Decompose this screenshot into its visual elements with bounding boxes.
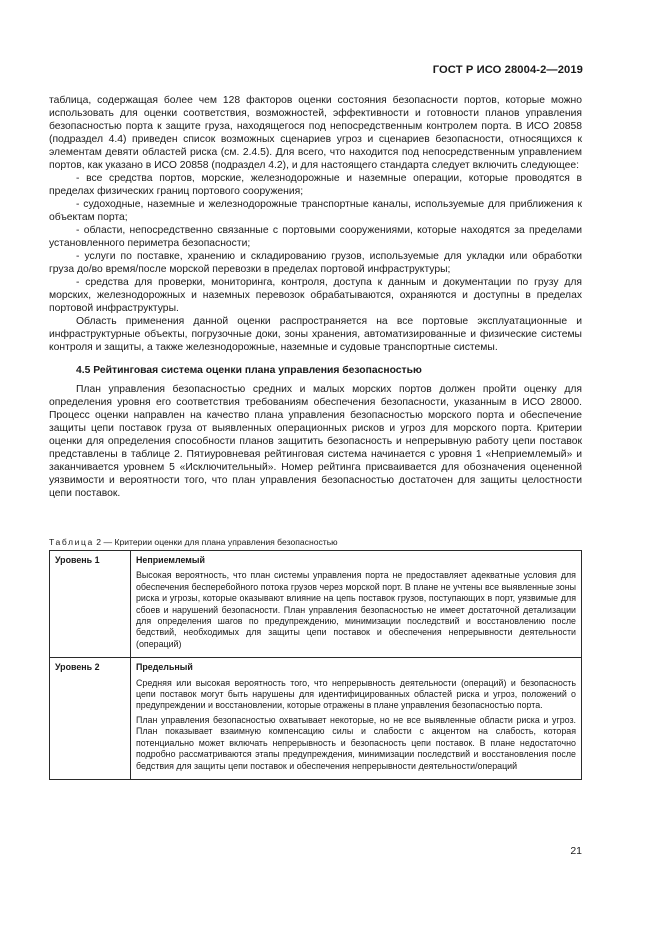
paragraph-3: План управления безопасностью средних и малых морских портов должен пройти оценку для определения уровня его соответствия требованиям обеспечения безопасности, указанным в ИСО 28000. Процесс оценки направлен на качество плана управления безопасностью морского порта и обеспечение защиты цепи поставок груза от выявленных операционных рисков и угроз для морского порта. Критерии оценки для определения способности планов защитить безопасность и непрерывную работу цепи поставок представлены в таблице 2. Пятиуровневая рейтинговая система начинается с уровня 1 «Неприемлемый» и заканчивается уровнем 5 «Исключительный». Номер рейтинга присваивается для обозначения оцененной уязвимости и вероятности того, что план управления безопасностью достаточен для защиты целостности цепи поставок. [49, 384, 582, 499]
table-caption-text: 2 — Критерии оценки для плана управления безопасностью [93, 537, 338, 547]
criteria-text: Средняя или высокая вероятность того, что непрерывность деятельности (операций) и безопасность цепи поставок могут быть нарушены для идентифицированных областей риска и угроз, положений о предупреждении и восстановлении, которые отражены в плане управления безопасностью порта. [136, 677, 576, 711]
level-name: Предельный [136, 662, 193, 673]
criteria-text: Высокая вероятность, что план системы управления порта не предоставляет адекватные условия для обеспечения бесперебойного потока грузов через морской порт. В плане не учтены все выявленные зоны риска и угрозы, которые оказывают влияние на цепь поставок грузов, поступающих в порт, уязвимые для сбоев и нарушений безопасности. План управления безопасностью не имеет достаточной детализации для определения шагов по предупреждению, минимизации последствий и восстановлению после бедствий, необходимых для защиты цепи поставок и обеспечения непрерывности деятельности (операций) [136, 570, 576, 649]
level-name: Неприемлемый [136, 555, 205, 565]
section-title: 4.5 Рейтинговая система оценки плана управления безопасностью [76, 365, 422, 376]
criteria-text: План управления безопасностью охватывает некоторые, но не все выявленные области риска и угроз. План показывает взаимную компенсацию силы и слабости с акцентом на слабость, которая потенциально может включать непрерывность и безопасность цепи поставок. В плане недостаточно подробно рассматриваются этапы предупреждения, минимизации последствий и восстановления после бедствия для защиты цепи поставок и обеспечения непрерывности деятельности/операций [136, 714, 576, 771]
paragraph-2: Область применения данной оценки распространяется на все портовые эксплуатационные и инфраструктурные объекты, погрузочные доки, зоны хранения, автоматизированные и физические системы контроля и защиты, а также железнодорожные, наземные и судовые транспортные системы. [49, 316, 582, 353]
criteria-cell [131, 551, 582, 658]
list-item: - средства для проверки, мониторинга, контроля, доступа к данным и документации по грузу для морских, железнодорожных и наземных перевозок обрабатываются, охраняются и доступны в пределах портовой инфраструктуры. [49, 277, 582, 314]
criteria-table [49, 550, 582, 780]
table-row [50, 658, 582, 780]
main-content [49, 94, 582, 500]
list-item: - услуги по поставке, хранению и складированию грузов, используемые для укладки или обработки груза до/во время/после морской перевозки в пределах портовой инфраструктуры; [49, 251, 582, 275]
criteria-cell [131, 658, 582, 780]
table-caption-prefix: Таблица [49, 537, 94, 547]
paragraph-1: таблица, содержащая более чем 128 факторов оценки состояния безопасности портов, которые можно использовать для оценки соответствия, возможностей, эффективности и готовности планов управления безопасностью порта к защите груза, находящегося под непосредственным контролем порта. В ИСО 20858 (подраздел 4.4) приведен список возможных сценариев угроз и сценариев безопасности, относящихся к элементам девяти областей риска (см. 2.4.5). Для всего, что находится под непосредственным управлением портов, как указано в ИСО 20858 (подраздел 4.2), и для настоящего стандарта следует включить следующее: [49, 95, 582, 171]
list-item: - области, непосредственно связанные с портовыми сооружениями, которые находятся за пределами установленного периметра безопасности; [49, 225, 582, 249]
level-cell: Уровень 1 [50, 551, 131, 658]
list-item: - судоходные, наземные и железнодорожные транспортные каналы, используемые для приближения к объектам порта; [49, 199, 582, 223]
list-item: - все средства портов, морские, железнодорожные и наземные операции, которые проводятся в пределах физических границ портового сооружения; [49, 173, 582, 197]
document-header: ГОСТ Р ИСО 28004-2—2019 [432, 64, 583, 76]
level-cell: Уровень 2 [50, 658, 131, 780]
table-caption [49, 537, 338, 547]
table-row [50, 551, 582, 658]
page-number: 21 [570, 845, 582, 857]
